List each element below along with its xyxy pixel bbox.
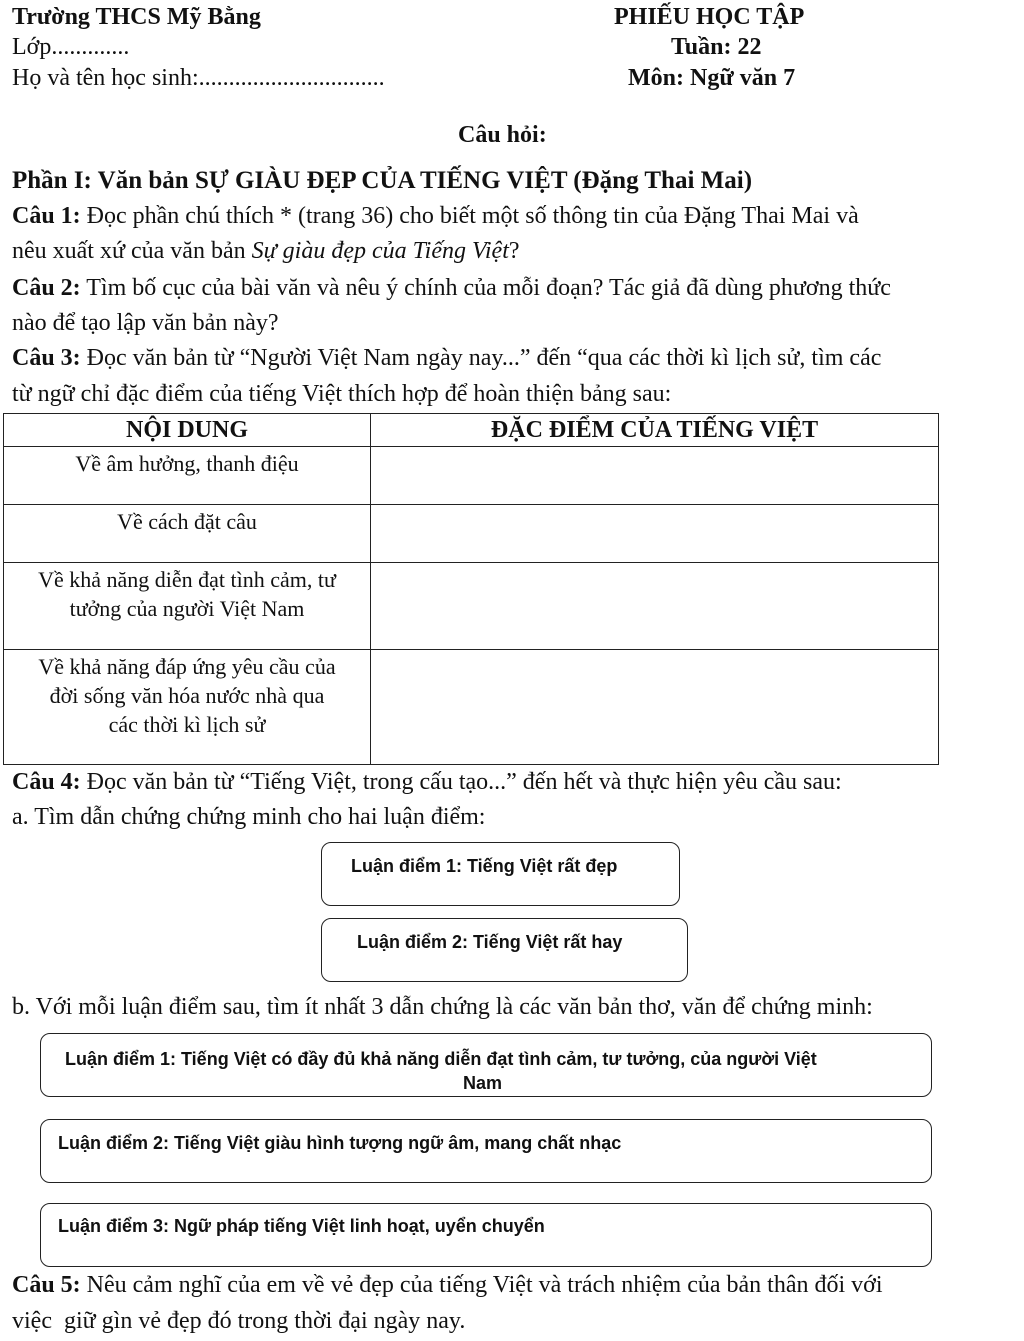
question-2 bbox=[12, 270, 1012, 306]
question-1 bbox=[12, 198, 1012, 234]
table-header-row bbox=[4, 414, 939, 447]
table-cell-content bbox=[4, 650, 371, 765]
argument-box-b1-text bbox=[65, 1047, 925, 1095]
question-3-line-2: từ ngữ chỉ đặc điểm của tiếng Việt thích hợp để hoàn thiện bảng sau: bbox=[12, 381, 672, 407]
question-3-label: Câu 3: bbox=[12, 345, 81, 371]
table-row bbox=[4, 563, 939, 650]
question-5-line-2: việc giữ gìn vẻ đẹp đó trong thời đại ngày nay. bbox=[12, 1308, 466, 1334]
table-cell-answer[interactable] bbox=[371, 563, 939, 650]
argument-box-a1-text: Luận điểm 1: Tiếng Việt rất đẹp bbox=[351, 856, 618, 876]
question-4-text: Đọc văn bản từ “Tiếng Việt, trong cấu tạo...” đến hết và thực hiện yêu cầu sau: bbox=[80, 769, 842, 795]
question-4-label: Câu 4: bbox=[12, 769, 81, 795]
argument-box-b3-text: Luận điểm 3: Ngữ pháp tiếng Việt linh hoạt, uyển chuyển bbox=[58, 1216, 545, 1236]
question-1-text-2: nêu xuất xứ của văn bản bbox=[12, 238, 252, 264]
school-name: Trường THCS Mỹ Bằng bbox=[12, 4, 261, 30]
characteristics-table bbox=[3, 413, 939, 765]
argument-box-b1 bbox=[40, 1033, 932, 1097]
argument-box-a2 bbox=[321, 918, 688, 982]
table-row bbox=[4, 505, 939, 563]
table-cell-answer[interactable] bbox=[371, 505, 939, 563]
argument-box-b1-line-2: Nam bbox=[463, 1073, 503, 1093]
questions-title: Câu hỏi: bbox=[458, 122, 547, 148]
table-row bbox=[4, 447, 939, 505]
cell-text: đời sống văn hóa nước nhà qua bbox=[49, 683, 325, 708]
question-5-text: Nêu cảm nghĩ của em về vẻ đẹp của tiếng Việt và trách nhiệm của bản thân đối với bbox=[80, 1272, 883, 1298]
cell-text: Về cách đặt câu bbox=[117, 509, 257, 534]
table-row bbox=[4, 650, 939, 765]
student-name-line: Họ và tên học sinh:............................... bbox=[12, 65, 385, 91]
question-2-text: Tìm bố cục của bài văn và nêu ý chính của mỗi đoạn? Tác giả đã dùng phương thức bbox=[80, 275, 891, 301]
question-3 bbox=[12, 340, 1012, 376]
table-cell-content bbox=[4, 563, 371, 650]
cell-text: Về âm hưởng, thanh điệu bbox=[75, 451, 299, 476]
argument-box-a2-text: Luận điểm 2: Tiếng Việt rất hay bbox=[357, 932, 623, 952]
table-header-content: NỘI DUNG bbox=[4, 414, 371, 447]
cell-text: Về khả năng diễn đạt tình cảm, tư bbox=[38, 567, 336, 592]
argument-box-b2 bbox=[40, 1119, 932, 1183]
subject-label: Môn: Ngữ văn 7 bbox=[628, 65, 796, 91]
question-1-line-2 bbox=[12, 233, 1012, 269]
question-4-part-a: a. Tìm dẫn chứng chứng minh cho hai luận điểm: bbox=[12, 804, 486, 830]
argument-box-a1 bbox=[321, 842, 680, 906]
question-2-label: Câu 2: bbox=[12, 275, 81, 301]
sheet-title: PHIẾU HỌC TẬP bbox=[614, 4, 805, 30]
part1-title: Phần I: Văn bản SỰ GIÀU ĐẸP CỦA TIẾNG VIỆT (Đặng Thai Mai) bbox=[12, 167, 753, 194]
question-1-text: Đọc phần chú thích * (trang 36) cho biết một số thông tin của Đặng Thai Mai và bbox=[80, 203, 859, 229]
table-cell-content bbox=[4, 447, 371, 505]
question-4 bbox=[12, 764, 1012, 800]
table-header-characteristics: ĐẶC ĐIỂM CỦA TIẾNG VIỆT bbox=[371, 414, 939, 447]
class-line: Lớp............. bbox=[12, 34, 130, 60]
argument-box-b3 bbox=[40, 1203, 932, 1267]
question-5-label: Câu 5: bbox=[12, 1272, 81, 1298]
question-1-label: Câu 1: bbox=[12, 203, 81, 229]
argument-box-b2-text: Luận điểm 2: Tiếng Việt giàu hình tượng ngữ âm, mang chất nhạc bbox=[58, 1133, 622, 1153]
question-mark: ? bbox=[508, 238, 520, 264]
question-3-text: Đọc văn bản từ “Người Việt Nam ngày nay...” đến “qua các thời kì lịch sử, tìm các bbox=[80, 345, 882, 371]
table-cell-answer[interactable] bbox=[371, 650, 939, 765]
argument-box-b1-line-1: Luận điểm 1: Tiếng Việt có đầy đủ khả năng diễn đạt tình cảm, tư tưởng, của người Việt bbox=[65, 1049, 817, 1069]
question-4-part-b: b. Với mỗi luận điểm sau, tìm ít nhất 3 dẫn chứng là các văn bản thơ, văn để chứng minh: bbox=[12, 994, 873, 1020]
cell-text: các thời kì lịch sử bbox=[108, 712, 266, 737]
table-cell-answer[interactable] bbox=[371, 447, 939, 505]
table-cell-content bbox=[4, 505, 371, 563]
question-5 bbox=[12, 1267, 1012, 1303]
cell-text: Về khả năng đáp ứng yêu cầu của bbox=[38, 654, 336, 679]
cell-text: tưởng của người Việt Nam bbox=[69, 596, 305, 621]
week-label: Tuần: 22 bbox=[671, 34, 762, 60]
work-title: Sự giàu đẹp của Tiếng Việt bbox=[251, 238, 509, 264]
question-2-line-2: nào để tạo lập văn bản này? bbox=[12, 310, 279, 336]
